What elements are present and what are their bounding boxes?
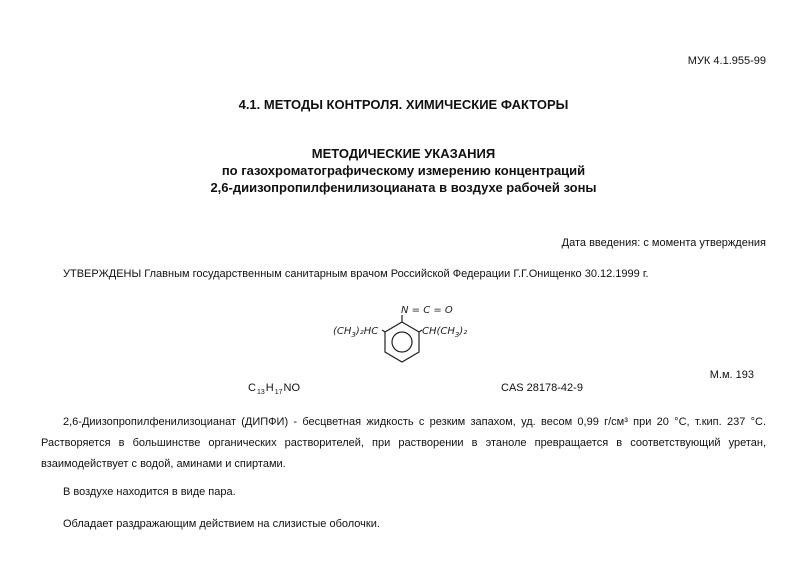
paragraph-line: 2,6-Диизопропилфенилизоцианат (ДИПФИ) - бесцветная жидкость с резким запахом, уд. весом 0,99 г/см³ при 20 °С, т.кип. 237 °С. xyxy=(63,416,766,428)
left-isopropyl-group: $(CH_3)_2HC$ xyxy=(333,326,379,339)
bond-left xyxy=(382,330,385,332)
structural-formula xyxy=(330,302,480,364)
cas-number: CAS 28178-42-9 xyxy=(501,382,583,394)
approval-statement: УТВЕРЖДЕНЫ Главным государственным санитарным врачом Российской Федерации Г.Г.Онищенко 30.12.1999 г. xyxy=(63,268,649,280)
state-in-air-paragraph: В воздухе находится в виде пара. xyxy=(63,486,236,498)
document-code: МУК 4.1.955-99 xyxy=(687,55,766,67)
right-isopropyl-group: $CH(CH_3)_2$ xyxy=(422,326,468,339)
irritant-effect-paragraph: Обладает раздражающим действием на слизистые оболочки. xyxy=(63,518,380,530)
description-paragraph xyxy=(41,412,766,475)
benzene-ring xyxy=(385,322,419,362)
introduction-date: Дата введения: с момента утверждения xyxy=(561,237,766,249)
molar-mass: М.м. 193 xyxy=(709,369,754,381)
document-title xyxy=(0,145,807,196)
paragraph-line: взаимодействует с водой, аминами и спиртами. xyxy=(41,458,286,470)
paragraph-line: Растворяется в большинстве органических растворителей, при растворении в этаноле превращается в соответствующий уретан, xyxy=(41,437,766,449)
section-title: 4.1. МЕТОДЫ КОНТРОЛЯ. ХИМИЧЕСКИЕ ФАКТОРЫ xyxy=(238,97,569,112)
molecular-formula: $C_{13}H_{17}NO$ xyxy=(248,382,300,396)
benzene-ring-circle xyxy=(392,332,412,352)
title-line-3: 2,6-диизопропилфенилизоцианата в воздухе рабочей зоны xyxy=(210,180,597,195)
isocyanate-group: N = C = O xyxy=(401,305,453,316)
title-line-2: по газохроматографическому измерению концентраций xyxy=(221,163,586,178)
title-line-1: МЕТОДИЧЕСКИЕ УКАЗАНИЯ xyxy=(311,146,496,161)
